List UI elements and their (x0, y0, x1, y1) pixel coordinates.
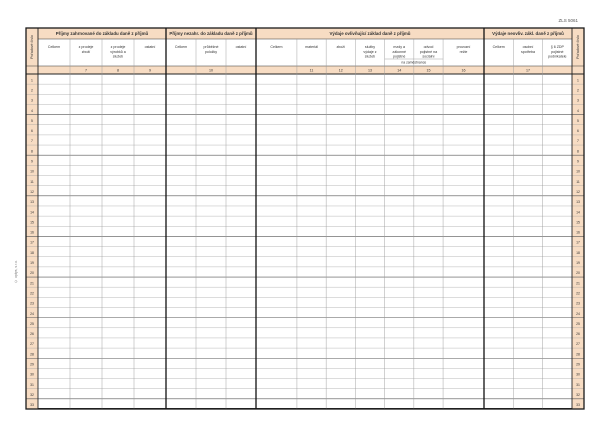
row-number-right: 2 (577, 88, 579, 93)
column-number: 7 (85, 68, 87, 73)
row-number-right: 32 (576, 393, 580, 398)
column-header: pojistné (551, 49, 564, 54)
row-number-left: 27 (30, 342, 34, 347)
row-number-left: 30 (30, 372, 34, 377)
column-header: výrobků a (110, 49, 126, 54)
column-header: položky (204, 49, 218, 54)
row-number-left: 12 (30, 189, 34, 194)
group-title: Příjmy nezahr. do základu daně z příjmů (169, 31, 253, 37)
row-number-left: 4 (31, 108, 33, 113)
column-number: 9 (149, 68, 151, 73)
column-header: zboží (81, 49, 91, 54)
row-number-right: 10 (576, 169, 580, 174)
row-number-left: 23 (30, 301, 34, 306)
row-number-right: 24 (576, 311, 580, 316)
column-number: 8 (117, 68, 119, 73)
row-number-left: 21 (30, 281, 34, 286)
row-number-right: 12 (576, 189, 580, 194)
column-header: podnikatele (548, 54, 567, 59)
row-number-left: 2 (31, 88, 33, 93)
column-header: služeb (112, 54, 124, 59)
row-number-left: 6 (31, 129, 33, 134)
column-header: pojistné na (419, 49, 438, 54)
row-number-left: 5 (31, 118, 33, 123)
row-number-right: 22 (576, 291, 580, 296)
row-number-right: 1 (577, 78, 579, 83)
row-number-left: 29 (30, 362, 34, 367)
column-header: průběžné (203, 45, 219, 49)
sub-label: na zaměstnance (401, 60, 427, 65)
column-header: mzdy a (393, 45, 406, 49)
group-title: Výdaje neovliv. zákl. daně z příjmů (492, 31, 564, 37)
row-number-right: 14 (576, 210, 580, 215)
row-number-left: 31 (30, 382, 34, 387)
column-header: Celkem (174, 45, 188, 49)
column-header: výdaje z (363, 49, 377, 54)
row-number-left: 32 (30, 393, 34, 398)
row-number-right: 5 (577, 118, 579, 123)
column-header: zboží (336, 45, 346, 49)
row-number-left: 20 (30, 271, 34, 276)
row-number-left: 13 (30, 200, 34, 205)
row-number-left: 28 (30, 352, 34, 357)
column-number: 11 (309, 68, 314, 73)
column-number: 16 (461, 68, 466, 73)
outer-border (26, 28, 584, 409)
row-number-left: 16 (30, 230, 34, 235)
row-number-right: 17 (576, 240, 580, 245)
column-number: 10 (209, 68, 213, 73)
row-number-left: 8 (31, 149, 33, 154)
column-header: Celkem (270, 45, 283, 49)
row-number-left: 9 (31, 159, 33, 164)
column-number: 14 (397, 68, 402, 73)
column-header: osobní (522, 45, 534, 49)
row-number-left: 3 (31, 98, 33, 103)
column-header: služeb (364, 54, 376, 59)
column-number: 12 (338, 68, 343, 73)
row-number-left: 14 (30, 210, 34, 215)
row-number-left: 33 (30, 403, 34, 408)
row-number-right: 15 (576, 220, 580, 225)
row-number-right: 27 (576, 342, 580, 347)
row-number-left: 1 (31, 78, 33, 83)
column-header: ostatní (235, 45, 247, 49)
row-number-left: 19 (30, 261, 34, 266)
side-note: © optys, s.r.o. (14, 260, 18, 283)
column-header: služby (364, 45, 376, 49)
column-header: zákonné (392, 49, 407, 54)
column-number: 13 (368, 68, 372, 73)
group-title: Příjmy zahrnované do základu daně z příjmů (55, 31, 149, 37)
column-header: Celkem (47, 45, 61, 49)
row-number-right: 6 (577, 129, 579, 134)
row-number-left: 15 (30, 220, 34, 225)
column-header: Celkem (492, 45, 505, 49)
row-number-right: 11 (576, 179, 580, 184)
row-number-right: 33 (576, 403, 580, 408)
row-number-right: 19 (576, 261, 580, 266)
column-header: pojistné (393, 54, 406, 59)
row-number-right: 8 (577, 149, 579, 154)
row-number-right: 26 (576, 332, 580, 337)
column-number: 15 (426, 68, 431, 73)
row-number-right: 3 (577, 98, 579, 103)
column-header: ostatní (144, 45, 156, 49)
row-number-left: 7 (31, 139, 33, 144)
row-number-right: 21 (576, 281, 580, 286)
row-number-left: 18 (30, 250, 34, 255)
group-title: Výdaje ovlivňující základ daně z příjmů (329, 31, 411, 37)
row-number-right: 7 (577, 139, 579, 144)
row-number-right: 18 (576, 250, 580, 255)
column-header: odvod (423, 45, 434, 49)
row-number-right: 23 (576, 301, 580, 306)
column-header: materiál (305, 45, 318, 49)
row-header-left: Pořadové číslo (30, 35, 35, 59)
row-number-right: 9 (577, 159, 579, 164)
row-number-left: 10 (30, 169, 34, 174)
row-number-right: 25 (576, 321, 580, 326)
row-header-right: Pořadové číslo (576, 35, 581, 59)
row-number-right: 28 (576, 352, 580, 357)
column-header: § 6 ZDP (550, 45, 564, 49)
row-number-right: 16 (576, 230, 580, 235)
column-header: z prodeje (110, 45, 126, 49)
row-number-right: 29 (576, 362, 580, 367)
column-header: režie (459, 49, 468, 54)
column-header: spotřeba (521, 49, 535, 54)
row-number-left: 25 (30, 321, 34, 326)
row-number-left: 22 (30, 291, 34, 296)
row-number-right: 31 (576, 382, 580, 387)
row-number-right: 20 (576, 271, 580, 276)
column-header: sociální (422, 54, 435, 59)
row-number-right: 30 (576, 372, 580, 377)
column-header: provozní (456, 45, 471, 49)
form-code: ZLS 5061 (558, 18, 578, 23)
column-header: z prodeje (78, 45, 94, 49)
column-number: 17 (526, 68, 530, 73)
row-number-left: 17 (30, 240, 34, 245)
row-number-left: 26 (30, 332, 34, 337)
row-number-right: 13 (576, 200, 580, 205)
row-number-left: 11 (30, 179, 34, 184)
row-number-left: 24 (30, 311, 34, 316)
row-number-right: 4 (577, 108, 579, 113)
